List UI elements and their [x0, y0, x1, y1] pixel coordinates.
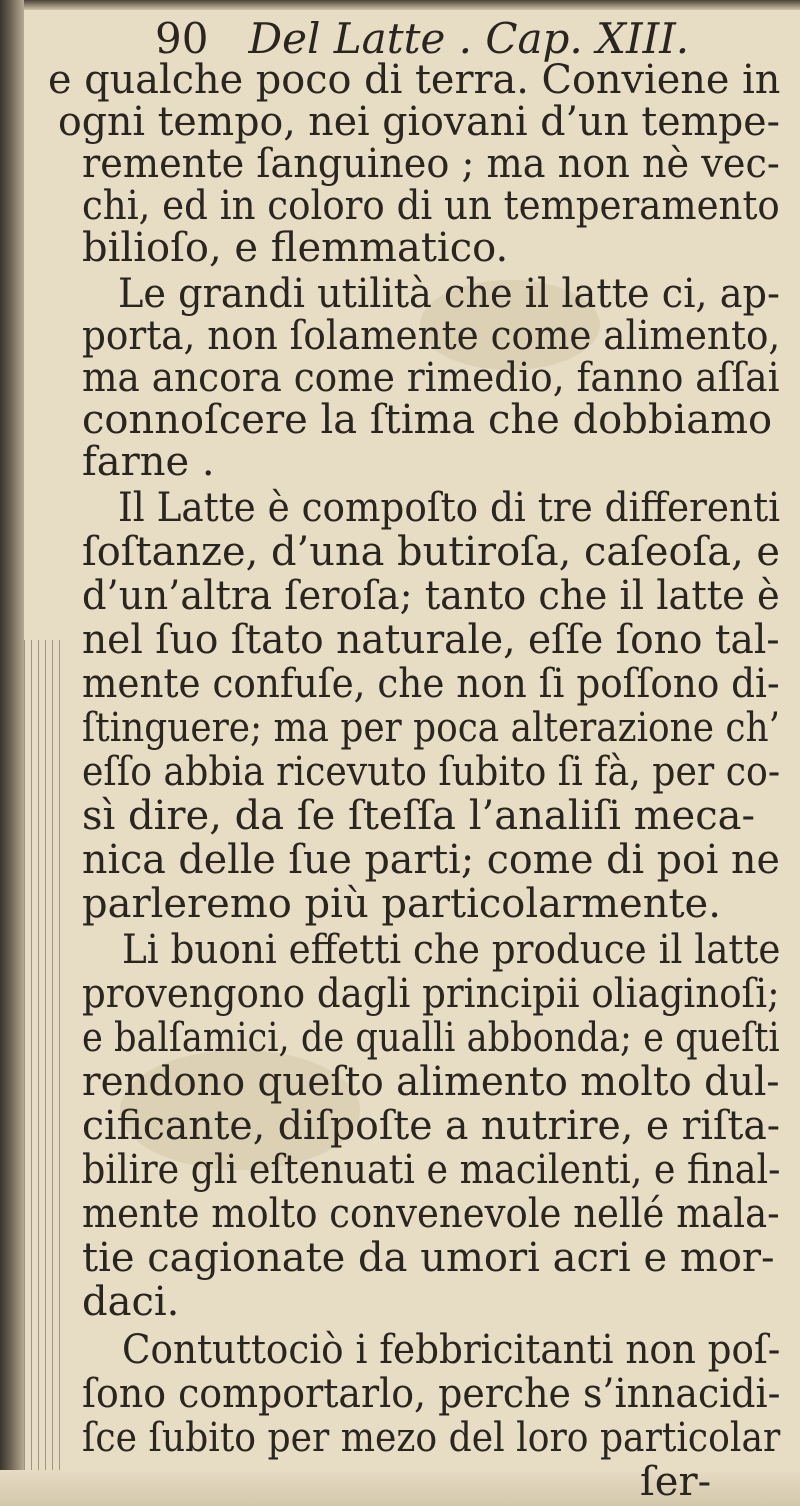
page-number: 90: [155, 14, 209, 63]
text-line: connoſcere la ſtima che dobbiamo: [82, 397, 773, 443]
text-line: e balſamici, de qualli abbonda; e queſti: [82, 1015, 780, 1061]
text-line: parleremo più particolarmente.: [82, 881, 721, 927]
text-line: tie cagionate da umori acri e mor-: [82, 1235, 775, 1281]
catchword: ſer-: [640, 1459, 712, 1505]
text-line: eſſo abbia ricevuto ſubito ſi fà, per co-: [82, 749, 781, 795]
text-line: bilioſo, e flemmatico.: [82, 225, 509, 271]
text-line: Le grandi utilità che il latte ci, ap-: [118, 271, 780, 317]
text-line: ſono comportarlo, perche s’innacidi-: [82, 1371, 781, 1417]
text-line: ma ancora come rimedio, fanno aſſai: [82, 355, 780, 401]
text-line: nica delle ſue parti; come di poi ne: [82, 837, 780, 883]
text-line: ſtinguere; ma per poca alterazione ch’: [82, 705, 781, 751]
text-line: cificante, diſpoſte a nutrire, e riſta-: [82, 1103, 781, 1149]
text-line: farne .: [82, 439, 215, 485]
text-line: mente confuſe, che non ſi poſſono di-: [82, 661, 780, 707]
running-header: [155, 14, 689, 63]
text-line: remente ſanguineo ; ma non nè vec-: [82, 141, 780, 187]
text-line: nel ſuo ſtato naturale, eſſe ſono tal-: [82, 617, 780, 663]
text-line: bilire gli eſtenuati e macilenti, e final-: [82, 1147, 781, 1193]
text-line: d’un’altra ſeroſa; tanto che il latte è: [82, 573, 780, 619]
text-line: e qualche poco di terra. Conviene in: [48, 57, 781, 103]
text-line: Li buoni effetti che produce il latte: [122, 927, 781, 973]
text-line: daci.: [82, 1279, 180, 1325]
text-line: ogni tempo, nei giovani d’un tempe-: [58, 99, 780, 145]
text-line: rendono queſto alimento molto dul-: [82, 1059, 780, 1105]
text-line: ſoſtanze, d’una butiroſa, caſeoſa, e: [82, 529, 781, 575]
text-line: sì dire, da ſe ſteſſa l’analiſi meca-: [82, 793, 755, 839]
text-line: provengono dagli principii oliaginoſi;: [82, 971, 780, 1017]
text-line: porta, non ſolamente come alimento,: [82, 313, 781, 359]
text-line: Contuttociò i febbricitanti non poſ-: [122, 1327, 781, 1373]
text-line: mente molto convenevole nellé mala-: [82, 1191, 780, 1237]
running-title: Del Latte . Cap. XIII.: [248, 14, 690, 63]
text-line: chi, ed in coloro di un temperamento: [82, 183, 780, 229]
text-line: Il Latte è compoſto di tre differenti: [118, 485, 781, 531]
text-line: ſce ſubito per mezo del loro particolar: [82, 1415, 781, 1461]
